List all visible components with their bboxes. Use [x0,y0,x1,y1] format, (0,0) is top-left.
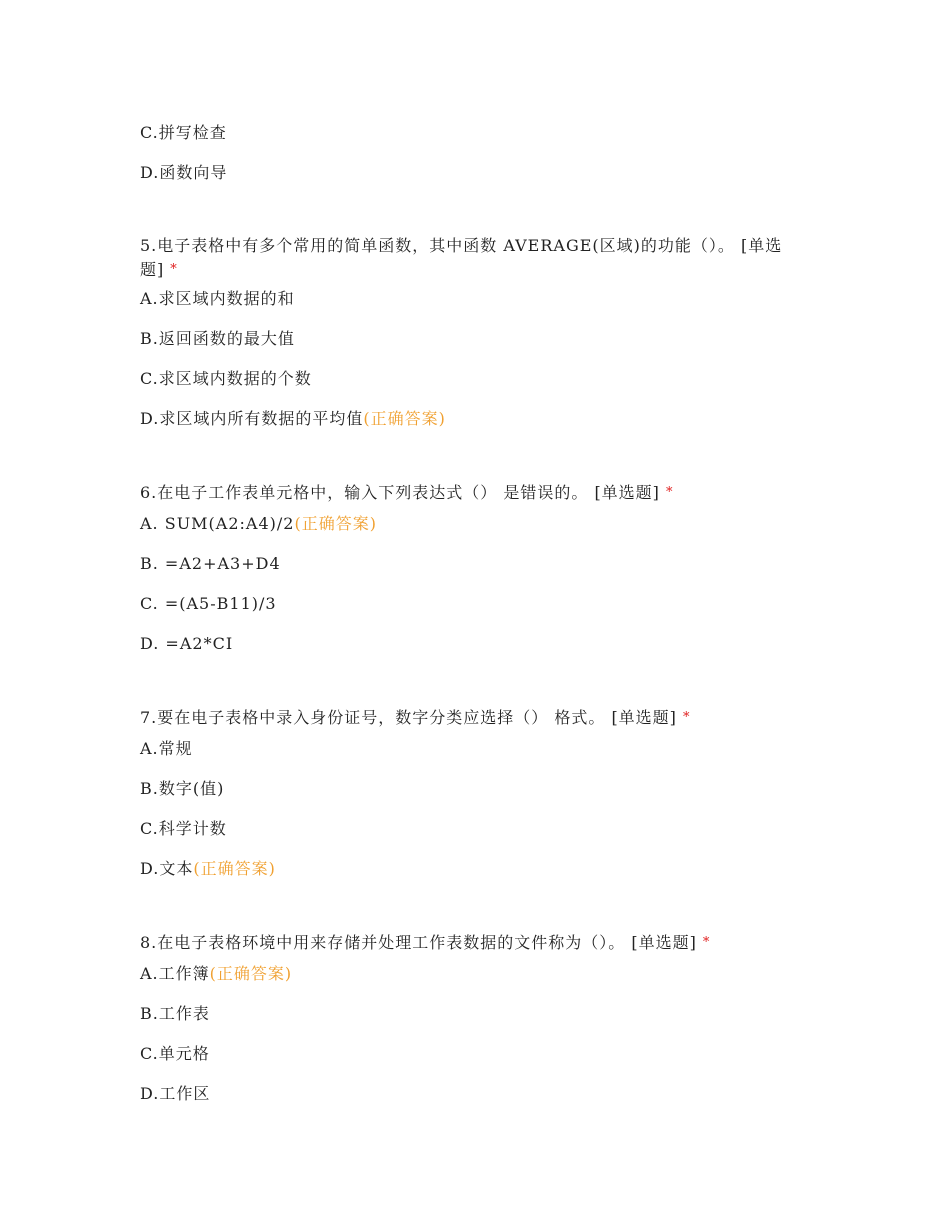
option-text: D.函数向导 [140,163,228,182]
q7-question [140,706,820,730]
correct-answer-label: (正确答案) [209,964,293,983]
option-text: D. =A2*CI [140,634,234,653]
option-text: A.常规 [140,739,193,758]
option-text: A.工作簿 [140,964,210,983]
q7-option-a [140,737,820,761]
q5-option-d [140,407,820,431]
option-text: B.工作表 [140,1004,210,1023]
q5-option-b [140,327,820,351]
question-text: 8.在电子表格环境中用来存储并处理工作表数据的文件称为（）。 [单选题] [140,933,697,952]
option-text: C.单元格 [140,1044,210,1063]
q4-option-c [140,121,820,145]
correct-answer-label: (正确答案) [294,514,377,533]
q5-question [140,234,810,282]
option-text: C.科学计数 [140,819,227,838]
option-text: B.数字(值) [140,779,225,798]
option-text: A.求区域内数据的和 [140,289,295,308]
required-mark: * [665,485,674,500]
q8-option-d [140,1082,820,1106]
option-text: D.求区域内所有数据的平均值 [140,409,364,428]
correct-answer-label: (正确答案) [363,409,446,428]
option-text: C. =(A5-B11)/3 [140,594,277,613]
q8-option-b [140,1002,820,1026]
correct-answer-label: (正确答案) [193,859,276,878]
required-mark: * [170,262,178,277]
q8-option-c [140,1042,820,1066]
q7-option-b [140,777,820,801]
q5-option-a [140,287,820,311]
q8-question [140,931,820,955]
q8-option-a [140,962,820,986]
q6-question [140,481,820,505]
required-mark: * [682,710,691,725]
q6-option-b [140,552,820,576]
q7-option-d [140,857,820,881]
option-text: A. SUM(A2:A4)/2 [140,514,295,533]
question-text: 6.在电子工作表单元格中，输入下列表达式（） 是错误的。 [单选题] [140,483,660,502]
option-text: D.文本 [140,859,194,878]
q6-option-c [140,592,820,616]
required-mark: * [702,935,711,950]
option-text: C.求区域内数据的个数 [140,369,312,388]
q5-option-c [140,367,820,391]
question-text: 7.要在电子表格中录入身份证号，数字分类应选择（） 格式。 [单选题] [140,708,677,727]
q6-option-a [140,512,820,536]
option-text: C.拼写检查 [140,123,227,142]
question-text: 5.电子表格中有多个常用的简单函数，其中函数 AVERAGE(区域)的功能（）。 [单选题] [140,236,783,279]
q4-option-d [140,161,820,185]
option-text: D.工作区 [140,1084,211,1103]
option-text: B. =A2+A3+D4 [140,554,281,573]
q7-option-c [140,817,820,841]
q6-option-d [140,632,820,656]
option-text: B.返回函数的最大值 [140,329,295,348]
